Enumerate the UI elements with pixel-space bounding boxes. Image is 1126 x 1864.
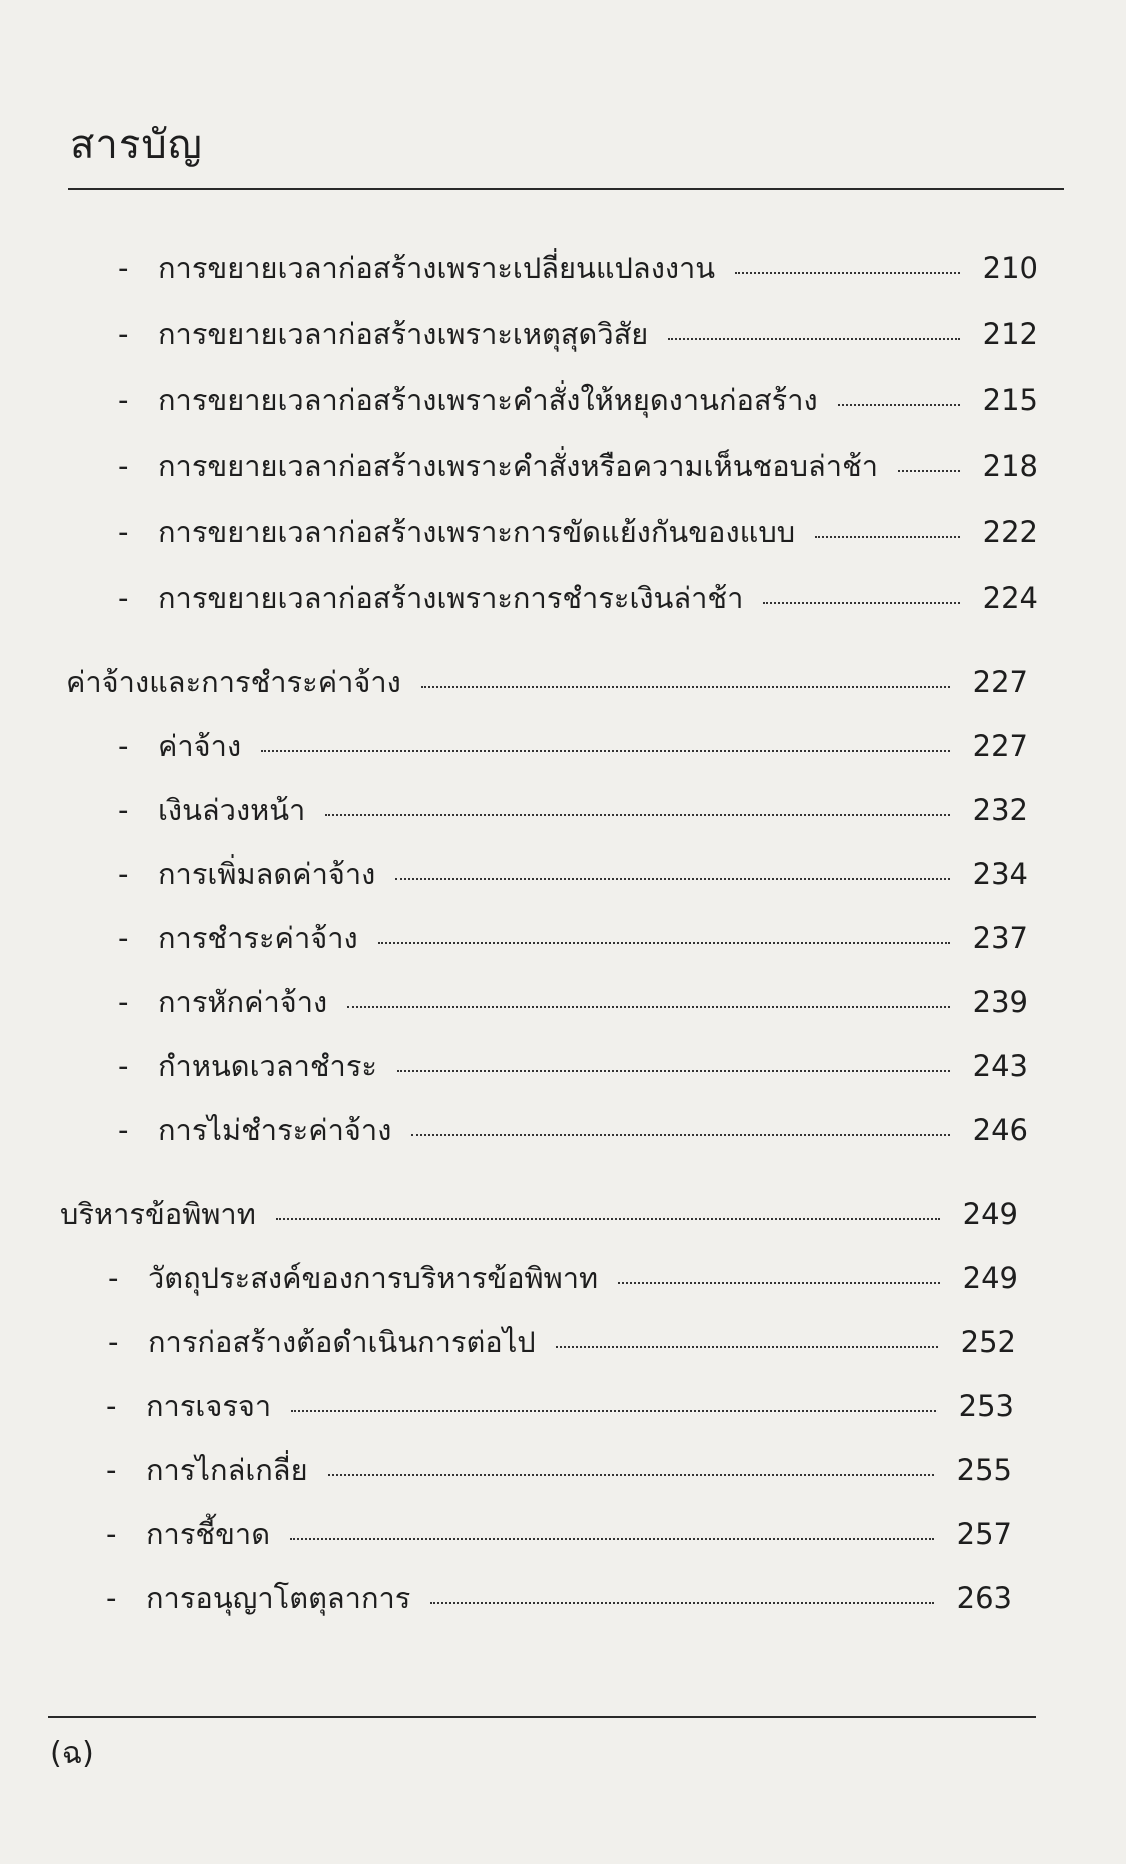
toc-entry bbox=[106, 1386, 1014, 1426]
dot-leader bbox=[347, 1006, 950, 1008]
dot-leader bbox=[668, 338, 960, 340]
entry-dash: - bbox=[118, 921, 129, 955]
toc-entry bbox=[118, 446, 1038, 486]
dot-leader bbox=[325, 814, 950, 816]
toc-entry bbox=[118, 1046, 1028, 1086]
toc-entry bbox=[118, 314, 1038, 354]
entry-page-number: 232 bbox=[972, 793, 1028, 827]
toc-section bbox=[66, 662, 1028, 702]
entry-dash: - bbox=[106, 1517, 117, 1551]
section-label: บริหารข้อพิพาท bbox=[60, 1197, 256, 1231]
entry-dash: - bbox=[118, 515, 129, 549]
entry-page-number: 227 bbox=[972, 729, 1028, 763]
entry-label: การไกล่เกลี่ย bbox=[146, 1453, 308, 1487]
dot-leader bbox=[411, 1134, 950, 1136]
entry-label: การอนุญาโตตุลาการ bbox=[146, 1581, 411, 1615]
dot-leader bbox=[618, 1282, 940, 1284]
entry-dash: - bbox=[106, 1581, 117, 1615]
entry-label: การขยายเวลาก่อสร้างเพราะคำสั่งหรือความเห็นชอบล่าช้า bbox=[158, 449, 879, 483]
entry-dash: - bbox=[106, 1453, 117, 1487]
entry-dash: - bbox=[106, 1389, 117, 1423]
entry-label: การไม่ชำระค่าจ้าง bbox=[158, 1113, 392, 1147]
toc-entry bbox=[118, 790, 1028, 830]
entry-page-number: 212 bbox=[982, 317, 1038, 351]
entry-dash: - bbox=[118, 729, 129, 763]
toc-entry bbox=[118, 380, 1038, 420]
entry-label: การเพิ่มลดค่าจ้าง bbox=[158, 857, 376, 891]
entry-label: วัตถุประสงค์ของการบริหารข้อพิพาท bbox=[148, 1261, 599, 1295]
entry-label: การขยายเวลาก่อสร้างเพราะเปลี่ยนแปลงงาน bbox=[158, 251, 716, 285]
entry-label: การชี้ขาด bbox=[146, 1517, 271, 1551]
toc-section bbox=[60, 1194, 1018, 1234]
entry-page-number: 210 bbox=[982, 251, 1038, 285]
entry-page-number: 239 bbox=[972, 985, 1028, 1019]
toc-entry bbox=[108, 1258, 1018, 1298]
entry-page-number: 243 bbox=[972, 1049, 1028, 1083]
entry-dash: - bbox=[118, 383, 129, 417]
entry-dash: - bbox=[118, 1049, 129, 1083]
dot-leader bbox=[898, 470, 960, 472]
entry-page-number: 222 bbox=[982, 515, 1038, 549]
entry-dash: - bbox=[108, 1261, 119, 1295]
page-title: สารบัญ bbox=[70, 122, 203, 168]
dot-leader bbox=[763, 602, 960, 604]
entry-page-number: 252 bbox=[960, 1325, 1016, 1359]
entry-dash: - bbox=[118, 449, 129, 483]
entry-page-number: 257 bbox=[956, 1517, 1012, 1551]
entry-label: การขยายเวลาก่อสร้างเพราะการขัดแย้งกันของแบบ bbox=[158, 515, 796, 549]
entry-label: เงินล่วงหน้า bbox=[158, 793, 306, 827]
dot-leader bbox=[838, 404, 960, 406]
header-divider bbox=[68, 188, 1064, 190]
entry-dash: - bbox=[108, 1325, 119, 1359]
section-label: ค่าจ้างและการชำระค่าจ้าง bbox=[66, 665, 401, 699]
dot-leader bbox=[395, 878, 950, 880]
entry-dash: - bbox=[118, 793, 129, 827]
entry-dash: - bbox=[118, 857, 129, 891]
entry-label: การชำระค่าจ้าง bbox=[158, 921, 358, 955]
dot-leader bbox=[421, 686, 950, 688]
entry-page-number: 234 bbox=[972, 857, 1028, 891]
toc-entry bbox=[106, 1450, 1012, 1490]
entry-label: การหักค่าจ้าง bbox=[158, 985, 328, 1019]
entry-label: กำหนดเวลาชำระ bbox=[158, 1049, 377, 1083]
entry-page-number: 255 bbox=[956, 1453, 1012, 1487]
dot-leader bbox=[378, 942, 950, 944]
entry-label: การขยายเวลาก่อสร้างเพราะคำสั่งให้หยุดงานก่อสร้าง bbox=[158, 383, 818, 417]
toc-entry bbox=[118, 854, 1028, 894]
entry-label: การขยายเวลาก่อสร้างเพราะการชำระเงินล่าช้า bbox=[158, 581, 744, 615]
entry-label: การก่อสร้างต้อดำเนินการต่อไป bbox=[148, 1325, 536, 1359]
dot-leader bbox=[276, 1218, 940, 1220]
dot-leader bbox=[261, 750, 950, 752]
entry-label: ค่าจ้าง bbox=[158, 729, 242, 763]
footer-divider bbox=[48, 1716, 1036, 1718]
toc-entry bbox=[118, 578, 1038, 618]
toc-entry bbox=[106, 1514, 1012, 1554]
toc-entry bbox=[118, 918, 1028, 958]
section-page-number: 249 bbox=[962, 1197, 1018, 1231]
entry-label: การเจรจา bbox=[146, 1389, 272, 1423]
entry-page-number: 215 bbox=[982, 383, 1038, 417]
section-page-number: 227 bbox=[972, 665, 1028, 699]
dot-leader bbox=[556, 1346, 938, 1348]
toc-entry bbox=[118, 1110, 1028, 1150]
entry-dash: - bbox=[118, 581, 129, 615]
toc-entry bbox=[118, 512, 1038, 552]
dot-leader bbox=[290, 1538, 934, 1540]
toc-entry bbox=[118, 982, 1028, 1022]
dot-leader bbox=[815, 536, 960, 538]
toc-entry bbox=[108, 1322, 1016, 1362]
dot-leader bbox=[328, 1474, 934, 1476]
entry-dash: - bbox=[118, 1113, 129, 1147]
entry-dash: - bbox=[118, 317, 129, 351]
dot-leader bbox=[735, 272, 960, 274]
entry-page-number: 263 bbox=[956, 1581, 1012, 1615]
dot-leader bbox=[291, 1410, 936, 1412]
entry-page-number: 237 bbox=[972, 921, 1028, 955]
entry-page-number: 253 bbox=[958, 1389, 1014, 1423]
toc-entry bbox=[118, 248, 1038, 288]
entry-label: การขยายเวลาก่อสร้างเพราะเหตุสุดวิสัย bbox=[158, 317, 649, 351]
entry-dash: - bbox=[118, 251, 129, 285]
entry-page-number: 218 bbox=[982, 449, 1038, 483]
entry-page-number: 224 bbox=[982, 581, 1038, 615]
dot-leader bbox=[430, 1602, 934, 1604]
entry-page-number: 249 bbox=[962, 1261, 1018, 1295]
entry-page-number: 246 bbox=[972, 1113, 1028, 1147]
toc-entry bbox=[118, 726, 1028, 766]
entry-dash: - bbox=[118, 985, 129, 1019]
dot-leader bbox=[397, 1070, 950, 1072]
toc-entry bbox=[106, 1578, 1012, 1618]
page-marker: (ฉ) bbox=[50, 1736, 94, 1771]
